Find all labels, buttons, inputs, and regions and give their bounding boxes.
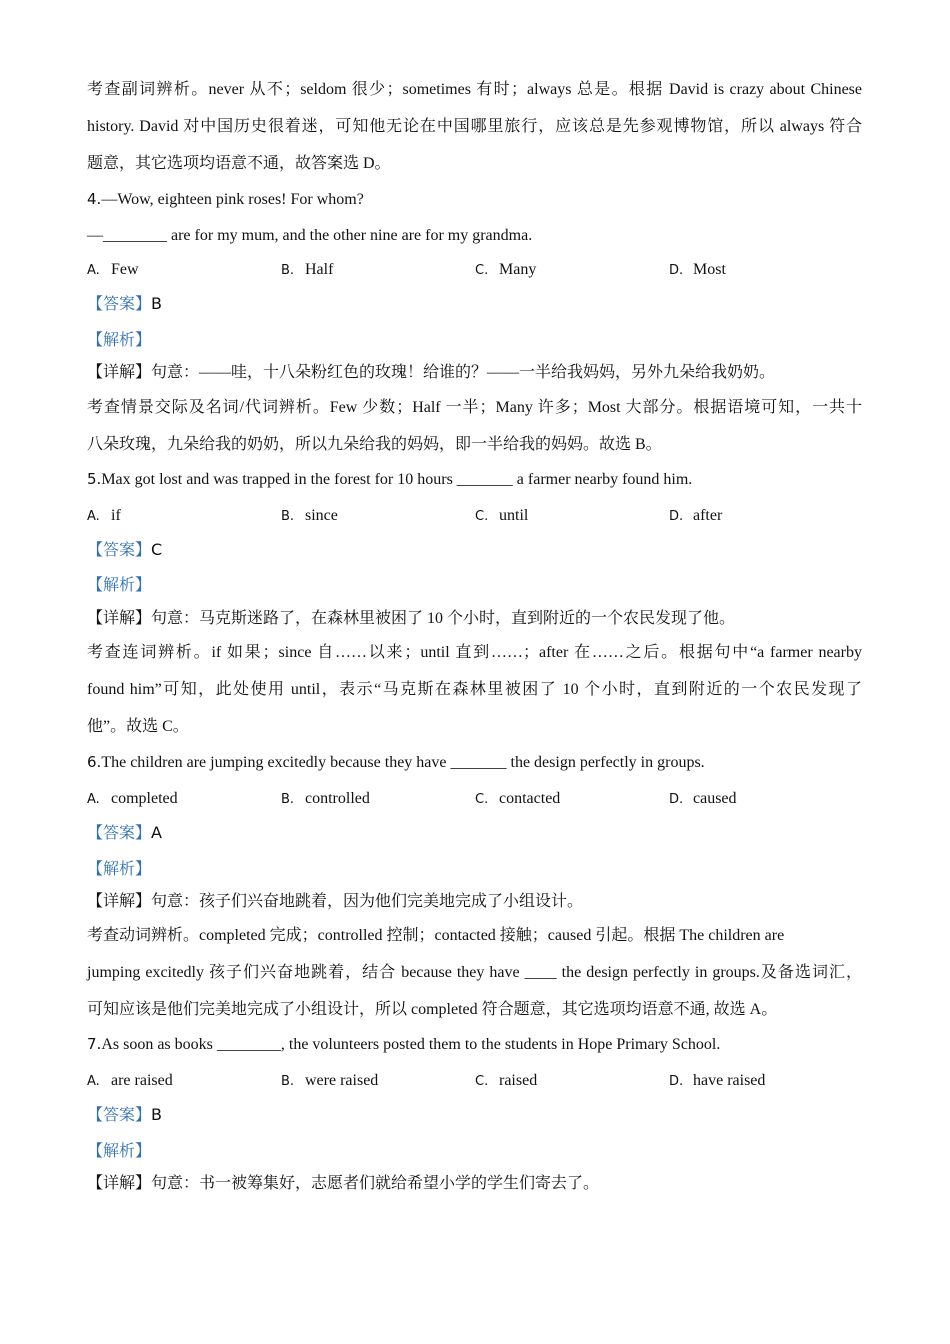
q7-option-a: A. are raised [87,1072,173,1089]
q7-analysis-tag: 【解析】 [87,1141,152,1160]
q4-option-d: D. Most [669,261,726,278]
q7-detail: 【详解】句意：书一被筹集好，志愿者们就给希望小学的学生们寄去了。 [87,1175,600,1192]
q3-explanation-line-3: 题意，其它选项均语意不通，故答案选 D。 [87,155,391,172]
q6-option-d: D. caused [669,790,737,807]
q4-option-c: C. Many [475,261,537,278]
q6-option-c: C. contacted [475,790,561,807]
q5-explanation-line-1: 考查连词辨析。if 如果；since 自……以来；until 直到……；after 在……之后。根据句中“a farmer nearby [87,644,862,661]
q7-option-c: C. raised [475,1072,538,1089]
q6-explanation-line-1: 考查动词辨析。completed 完成；controlled 控制；contacted 接触；caused 引起。根据 The children are [87,927,785,944]
q4-detail: 【详解】句意：——哇，十八朵粉红色的玫瑰！给谁的？——一半给我妈妈，另外九朵给我奶奶。 [87,364,776,381]
question-number: 4. [87,190,102,208]
q5-analysis-tag: 【解析】 [87,575,152,594]
q6-analysis-tag: 【解析】 [87,859,152,878]
q3-explanation-line-2: history. David 对中国历史很着迷，可知他无论在中国哪里旅行，应该总是先参观博物馆，所以 always 符合 [87,118,862,135]
question-4-stem-line-2: —________ are for my mum, and the other nine are for my grandma. [87,227,533,244]
q7-answer: 【答案】B [87,1105,162,1124]
q7-option-b: B. were raised [281,1072,379,1089]
q5-option-d: D. after [669,507,723,524]
q4-answer: 【答案】B [87,294,162,313]
q4-option-a: A. Few [87,261,139,278]
q5-option-a: A. if [87,507,121,524]
q5-answer: 【答案】C [87,540,163,559]
q6-explanation-line-3: 可知应该是他们完美地完成了小组设计，所以 completed 符合题意，其它选项均语意不通, 故选 A。 [87,1001,778,1018]
question-4-stem-line-1: 4.—Wow, eighteen pink roses! For whom? [87,190,364,208]
q4-option-b: B. Half [281,261,334,278]
q7-option-d: D. have raised [669,1072,766,1089]
q5-explanation-line-2: found him”可知，此处使用 until，表示“马克斯在森林里被困了 10 个小时，直到附近的一个农民发现了 [87,681,862,698]
question-5-stem: 5.Max got lost and was trapped in the forest for 10 hours _______ a farmer nearby found him. [87,470,693,488]
question-6-stem: 6.The children are jumping excitedly because they have _______ the design perfectly in groups. [87,753,705,771]
q4-explanation-line-2: 八朵玫瑰，九朵给我的奶奶，所以九朵给我的妈妈，即一半给我的妈妈。故选 B。 [87,436,662,453]
q6-option-b: B. controlled [281,790,370,807]
q6-option-a: A. completed [87,790,178,807]
question-7-stem: 7.As soon as books ________, the volunteers posted them to the students in Hope Primary School. [87,1035,721,1053]
q3-explanation-line-1: 考查副词辨析。never 从不；seldom 很少；sometimes 有时；always 总是。根据 David is crazy about Chinese [87,81,862,98]
q6-explanation-line-2: jumping excitedly 孩子们兴奋地跳着，结合 because they have ____ the design perfectly in groups.及备选词汇， [87,964,862,981]
q5-option-c: C. until [475,507,529,524]
q6-answer: 【答案】A [87,823,162,842]
q5-option-b: B. since [281,507,338,524]
q6-detail: 【详解】句意：孩子们兴奋地跳着，因为他们完美地完成了小组设计。 [87,893,584,910]
q5-explanation-line-3: 他”。故选 C。 [87,718,189,735]
q4-analysis-tag: 【解析】 [87,330,152,349]
q4-explanation-line-1: 考查情景交际及名词/代词辨析。Few 少数；Half 一半；Many 许多；Most 大部分。根据语境可知，一共十 [87,399,862,416]
q5-detail: 【详解】句意：马克斯迷路了，在森林里被困了 10 个小时，直到附近的一个农民发现了他。 [87,610,736,627]
